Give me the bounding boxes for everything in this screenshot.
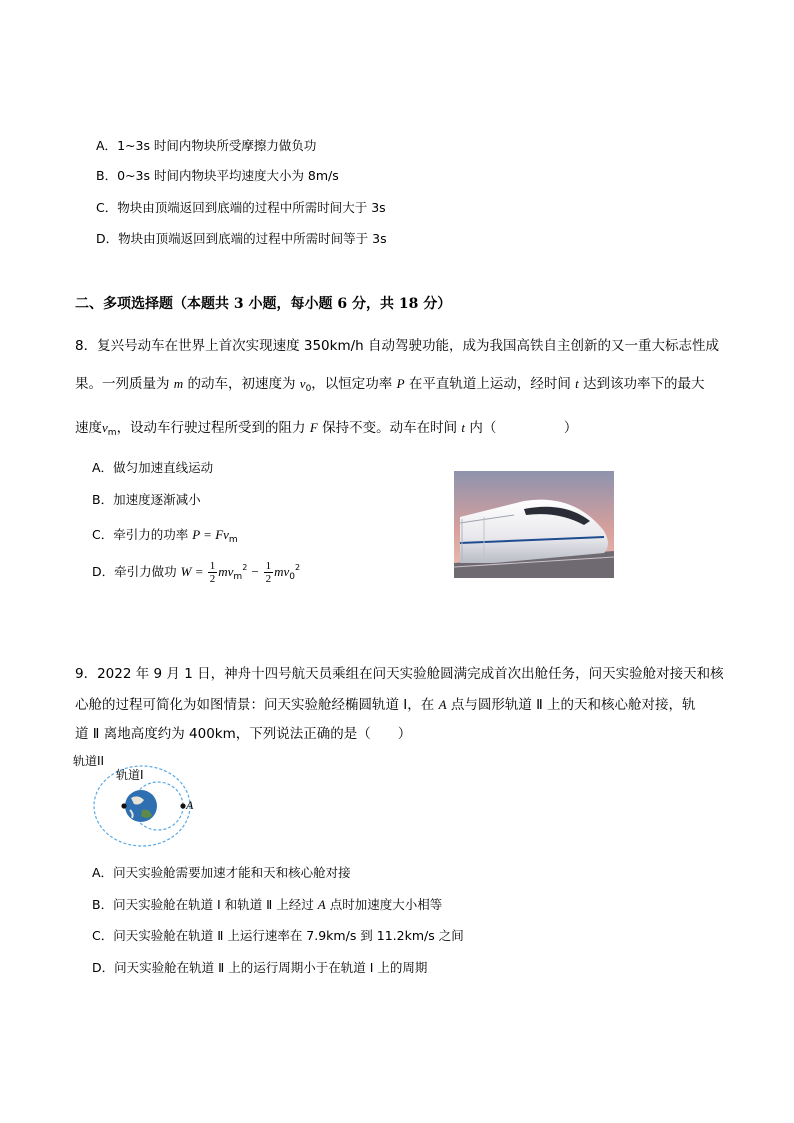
var-a: A xyxy=(317,897,326,912)
var-f: F xyxy=(309,420,318,435)
q7-option-c xyxy=(96,198,386,216)
option-letter: A． xyxy=(96,138,118,153)
option-text: 物块由顶端返回到底端的过程中所需时间等于 3s xyxy=(118,231,387,246)
var-m: m xyxy=(173,376,184,391)
spacecraft-point-a xyxy=(180,803,185,808)
option-text: 问天实验舱在轨道 Ⅰ 和轨道 Ⅱ 上经过 xyxy=(113,897,318,912)
text-run: 保持不变。动车在时间 xyxy=(317,420,462,436)
option-text: 做匀加速直线运动 xyxy=(113,460,214,475)
denominator: 2 xyxy=(209,573,216,585)
var-t: t xyxy=(575,376,579,391)
q8-line3 xyxy=(75,413,577,448)
text-run: 的动车，初速度为 xyxy=(183,376,300,392)
subscript: m xyxy=(228,535,238,545)
option-letter: B． xyxy=(96,168,118,183)
option-text: 点时加速度大小相等 xyxy=(325,897,443,912)
var-a: A xyxy=(438,697,447,712)
q9-line2 xyxy=(75,690,696,720)
q9-option-b xyxy=(92,895,442,913)
q8-option-a xyxy=(92,458,213,476)
train-illustration xyxy=(454,471,614,578)
text-run: 点与圆形轨道 Ⅱ 上的天和核心舱对接，轨 xyxy=(446,697,696,713)
option-letter: C． xyxy=(96,200,118,215)
text-run: 速度 xyxy=(75,420,102,436)
section-heading: 二、多项选择题（本题共 3 小题，每小题 6 分，共 18 分） xyxy=(75,296,452,312)
q9-option-a xyxy=(92,863,351,881)
point-a-label: A xyxy=(186,798,194,812)
option-text: 牵引力的功率 xyxy=(113,527,193,542)
term-mv: mv xyxy=(218,564,234,579)
q7-option-d xyxy=(96,229,387,247)
q8-option-c xyxy=(92,525,238,545)
option-text: 加速度逐渐减小 xyxy=(113,492,201,507)
subscript: m xyxy=(107,428,117,438)
orbit-2-label: 轨道II xyxy=(73,754,105,768)
spacecraft-point-left xyxy=(121,803,126,808)
option-letter: B． xyxy=(92,897,114,912)
option-text: 问天实验舱需要加速才能和天和核心舱对接 xyxy=(113,865,351,880)
text-run: 心舱的过程可简化为如图情景：问天实验舱经椭圆轨道 Ⅰ，在 xyxy=(75,697,439,713)
earth-icon xyxy=(125,790,157,822)
option-letter: A． xyxy=(92,865,114,880)
option-text: 牵引力做功 xyxy=(114,564,181,579)
formula-lhs: W = xyxy=(180,564,207,579)
var-v: v xyxy=(102,420,108,435)
subscript: 0 xyxy=(289,572,295,582)
var-p: P xyxy=(396,376,405,391)
q9-line3: 道 Ⅱ 离地高度约为 400km，下列说法正确的是（ ） xyxy=(75,726,412,742)
q8-line1: 8．复兴号动车在世界上首次实现速度 350km/h 自动驾驶功能，成为我国高铁自主创新的又一重大标志性成 xyxy=(75,338,720,354)
option-text: 1~3s 时间内物块所受摩擦力做负功 xyxy=(117,138,317,153)
option-letter: A． xyxy=(92,460,114,475)
numerator: 1 xyxy=(265,560,272,572)
option-letter: B． xyxy=(92,492,114,507)
q9-line1: 9．2022 年 9 月 1 日，神舟十四号航天员乘组在问天实验舱圆满完成首次出舱任务，问天实验舱对接天和核 xyxy=(75,666,724,682)
superscript: 2 xyxy=(294,563,301,572)
q8-option-b xyxy=(92,490,201,508)
minus: − xyxy=(247,564,263,579)
fraction-half xyxy=(208,560,218,585)
q8-line2 xyxy=(75,369,705,404)
q9-option-d xyxy=(92,958,427,976)
option-letter: C． xyxy=(92,527,114,542)
text-run: 内（ ） xyxy=(465,420,578,436)
text-run: ，设动车行驶过程所受到的阻力 xyxy=(116,420,310,436)
subscript: m xyxy=(233,572,243,582)
option-text: 问天实验舱在轨道 Ⅱ 上运行速率在 7.9km/s 到 11.2km/s 之间 xyxy=(113,928,464,943)
text-run: 达到该功率下的最大 xyxy=(578,376,705,392)
fraction-half xyxy=(264,560,274,585)
option-text: 问天实验舱在轨道 Ⅱ 上的运行周期小于在轨道 Ⅰ 上的周期 xyxy=(114,960,428,975)
option-letter: C． xyxy=(92,928,114,943)
option-text: 0~3s 时间内物块平均速度大小为 8m/s xyxy=(117,168,339,183)
denominator: 2 xyxy=(265,573,272,585)
numerator: 1 xyxy=(209,560,216,572)
subscript: 0 xyxy=(305,384,312,394)
term-mv: mv xyxy=(274,564,290,579)
high-speed-train-photo xyxy=(454,471,614,578)
q7-option-a xyxy=(96,136,316,154)
option-letter: D． xyxy=(92,960,115,975)
option-letter: D． xyxy=(92,564,115,579)
text-run: 果。一列质量为 xyxy=(75,376,174,392)
superscript: 2 xyxy=(242,563,248,572)
q7-option-b xyxy=(96,166,339,184)
q8-option-d xyxy=(92,560,300,585)
text-run: ，以恒定功率 xyxy=(311,376,397,392)
q9-option-c xyxy=(92,926,464,944)
text-run: 在平直轨道上运动，经时间 xyxy=(404,376,576,392)
orbit-1-label: 轨道I xyxy=(116,768,144,782)
formula: P = Fv xyxy=(192,527,229,542)
var-t: t xyxy=(461,420,466,435)
option-letter: D． xyxy=(96,231,119,246)
option-text: 物块由顶端返回到底端的过程中所需时间大于 3s xyxy=(117,200,386,215)
var-v: v xyxy=(299,376,306,391)
